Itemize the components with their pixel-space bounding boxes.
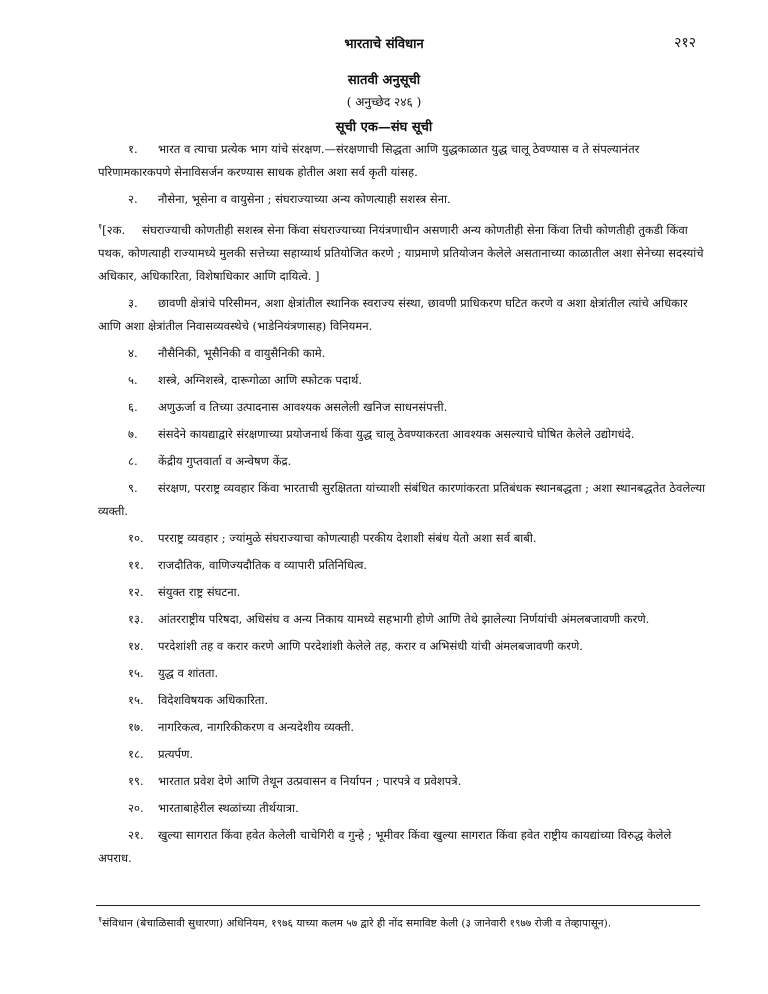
entry-number: १८. — [128, 746, 144, 761]
list-entry — [98, 824, 706, 870]
entry-text: भारत व त्याचा प्रत्येक भाग यांचे संरक्षण.—संरक्षणाची सिद्धता आणि युद्धकाळात युद्ध चालू ठेवण्यास व ते संपल्यानंतर परिणामकारकपणे सेनाविसर्जन करण्यास साधक होतील अशा सर्व कृती यांसह. — [98, 142, 640, 179]
list-entry — [98, 138, 706, 184]
list-entry — [98, 369, 706, 392]
entry-number: ११. — [128, 557, 144, 572]
footnote-divider — [96, 905, 700, 906]
entry-text: परराष्ट्र व्यवहार ; ज्यांमुळे संघराज्याचा कोणत्याही परकीय देशाशी संबंध येतो अशा सर्व बाबी. — [158, 530, 537, 545]
entry-text: संसदेने कायद्याद्वारे संरक्षणाच्या प्रयोजनार्थ किंवा युद्ध चालू ठेवण्याकरता आवश्यक असल्याचे घोषित केलेले उद्योगधंदे. — [158, 426, 635, 441]
entry-text: आंतरराष्ट्रीय परिषदा, अधिसंघ व अन्य निकाय यामध्ये सहभागी होणे आणि तेथे झालेल्या निर्णयांची अंमलबजावणी करणे. — [158, 611, 650, 626]
footnote-text: संविधान (बेचाळिसावी सुधारणा) अधिनियम, १९७६ याच्या कलम ५७ द्वारे ही नोंद समाविष्ट केली (३ जानेवारी १९७७ रोजी व तेव्हापासून). — [102, 917, 612, 930]
entry-number: ४. — [128, 345, 138, 360]
entry-text: विदेशविषयक अधिकारिता. — [158, 692, 268, 707]
entry-number: २. — [128, 192, 138, 206]
list-entry — [98, 554, 706, 577]
entry-number: १५. — [128, 692, 144, 707]
list-entry — [98, 770, 706, 793]
entry-number: १४. — [128, 638, 144, 653]
entry-text: शस्त्रे, अग्निशस्त्रे, दारूगोळा आणि स्फोटक पदार्थ. — [158, 372, 363, 387]
page-number: २१२ — [674, 35, 696, 51]
entry-number: [२क. — [102, 222, 126, 237]
entry-text: संयुक्त राष्ट्र संघटना. — [158, 584, 241, 599]
entry-text: नौसैनिकी, भूसैनिकी व वायुसैनिकी कामे. — [158, 345, 326, 360]
entry-text: नौसेना, भूसेना व वायुसेना ; संघराज्याच्या अन्य कोणत्याही सशस्त्र सेना. — [158, 192, 451, 206]
entry-number: १३. — [128, 611, 144, 626]
list-entry — [98, 662, 706, 685]
entry-number: १. — [128, 142, 138, 156]
entry-number: १५. — [128, 665, 144, 680]
list-entry — [98, 635, 706, 658]
list-entry — [98, 292, 706, 338]
entry-text: भारतात प्रवेश देणे आणि तेथून उत्प्रवासन व निर्यापन ; पारपत्रे व प्रवेशपत्रे. — [158, 773, 462, 788]
entry-text: अणुऊर्जा व तिच्या उत्पादनास आवश्यक असलेली खनिज साधनसंपत्ती. — [158, 399, 448, 414]
list-entry — [98, 608, 706, 631]
entry-text: युद्ध व शांतता. — [158, 665, 219, 680]
entry-number: ८. — [128, 453, 138, 468]
entry-number: १९. — [128, 773, 144, 788]
entry-number: ६. — [128, 399, 138, 414]
entry-text: संघराज्याची कोणतीही सशस्त्र सेना किंवा संघराज्याच्या नियंत्रणाधीन असणारी अन्य कोणतीही सेना किंवा तिची कोणतीही तुकडी किंवा पथक, कोणत्याही राज्यामध्ये मुलकी सत्तेच्या सहाय्यार्थ प्रतियोजित करणे ; याप्रमाणे प्रतियोजन केलेले असतानाच्या काळातील अशा सेनेच्या सदस्यांचे अधिकार, अधिकारिता, विशेषाधिकार आणि दायित्वे. ] — [98, 222, 704, 283]
entry-number: ३. — [128, 295, 138, 310]
entry-number: २०. — [128, 800, 144, 815]
entry-text: नागरिकत्व, नागरिकीकरण व अन्यदेशीय व्यक्ती. — [158, 719, 355, 734]
entry-number: २१. — [128, 827, 144, 842]
entry-text: संरक्षण, परराष्ट्र व्यवहार किंवा भारताची सुरक्षितता यांच्याशी संबंधित कारणांकरता प्रतिबंधक स्थानबद्धता ; अशा स्थानबद्धतेत ठेवलेल्या व्यक्ती. — [98, 480, 706, 518]
list-entry — [98, 581, 706, 604]
entry-number: १०. — [128, 530, 144, 545]
entry-text: प्रत्यर्पण. — [158, 746, 194, 761]
list-entry — [98, 477, 706, 523]
entry-text: परदेशांशी तह व करार करणे आणि परदेशांशी केलेले तह, करार व अभिसंधी यांची अंमलबजावणी करणे. — [158, 638, 583, 653]
entry-number: १२. — [128, 584, 144, 599]
footnote-marker: १ — [98, 222, 103, 231]
list-title: सूची एक—संघ सूची — [335, 120, 433, 135]
list-entry-inserted — [98, 215, 706, 288]
list-entry — [98, 797, 706, 820]
entry-list — [98, 138, 706, 874]
footnote — [98, 912, 708, 932]
list-entry — [98, 396, 706, 419]
entry-number: ९. — [128, 480, 138, 495]
list-entry — [98, 450, 706, 473]
list-entry — [98, 743, 706, 766]
entry-text: भारताबाहेरील स्थळांच्या तीर्थयात्रा. — [158, 800, 299, 815]
list-entry — [98, 423, 706, 446]
schedule-article-reference: ( अनुच्छेद २४६ ) — [346, 95, 422, 109]
running-title: भारताचे संविधान — [344, 37, 424, 52]
list-entry — [98, 342, 706, 365]
entry-number: ७. — [128, 426, 138, 441]
entry-number: १७. — [128, 719, 144, 734]
entry-text: खुल्या सागरात किंवा हवेत केलेली चाचेगिरी व गुन्हे ; भूमीवर किंवा खुल्या सागरात किंवा हवेत राष्ट्रीय कायद्यांच्या विरुद्ध केलेले अपराध. — [98, 827, 672, 865]
entry-text: राजदौतिक, वाणिज्यदौतिक व व्यापारी प्रतिनिधित्व. — [158, 557, 368, 572]
list-entry — [98, 188, 706, 211]
list-entry — [98, 527, 706, 550]
schedule-title: सातवी अनुसूची — [347, 73, 421, 88]
entry-text: केंद्रीय गुप्तवार्ता व अन्वेषण केंद्र. — [158, 453, 292, 468]
list-entry — [98, 716, 706, 739]
entry-number: ५. — [128, 372, 138, 387]
footnote-marker: १ — [98, 915, 103, 924]
list-entry — [98, 689, 706, 712]
entry-text: छावणी क्षेत्रांचे परिसीमन, अशा क्षेत्रांतील स्थानिक स्वराज्य संस्था, छावणी प्राधिकरण घटित करणे व अशा क्षेत्रांतील त्यांचे अधिकार आणि अशा क्षेत्रांतील निवासव्यवस्थेचे (भाडेनियंत्रणासह) विनियमन. — [98, 295, 688, 333]
